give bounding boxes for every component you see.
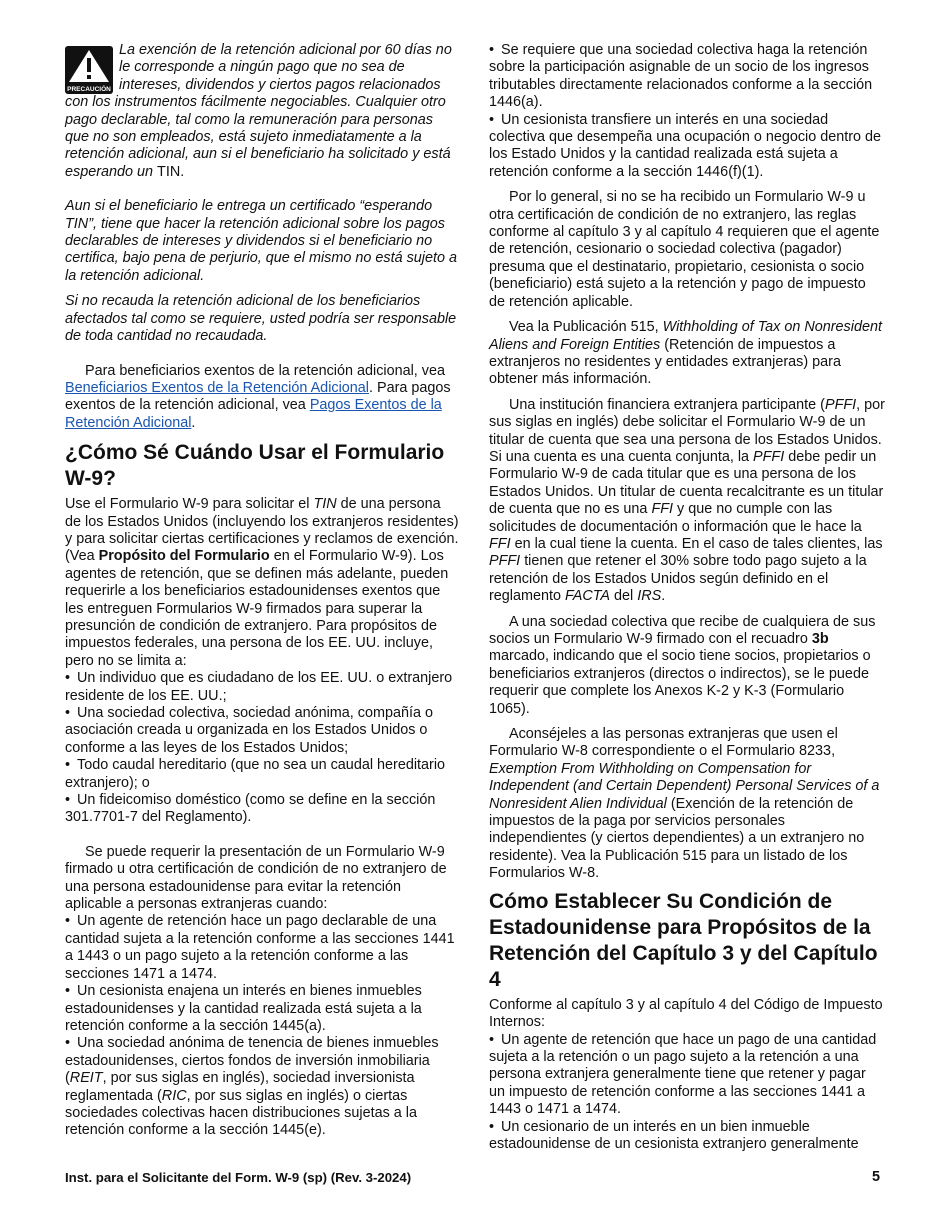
caution-paragraph-1: La exención de la retención adicional por 60 días no le corresponde a ningún pago que no sea de intereses, dividendos y ciertos pagos relacionados con los instrumentos fácilmente negociables. Cualquier otro pago declarable, tal como la remuneración para personas que no son empleados, está sujeto inmediatamente a la retención adicional, aun si el beneficiario ha solicitado y está esperando un TIN. (65, 42, 452, 180)
list-item: • Un agente de retención hace un pago declarable de una cantidad sujeta a la retención conforme a las secciones 1441 a 1443 o un pago sujeto a la retención conforme a las secciones 1471 a 1474. (65, 913, 460, 983)
chapter-paragraph: Conforme al capítulo 3 y al capítulo 4 del Código de Impuesto Internos: (489, 996, 883, 1031)
list-item: • Un agente de retención que hace un pago de una cantidad sujeta a la retención o un pago sujeto a la retención a una persona extranjera generalmente tiene que retener y pagar un impuesto de retención conforme a las secciones 1441 a 1443 o 1471 a 1474. (489, 1032, 885, 1119)
heading-when-to-use: ¿Cómo Sé Cuándo Usar el Formulario W-9? (65, 441, 445, 491)
partnership-paragraph: A una sociedad colectiva que recibe de cualquiera de sus socios un Formulario W-9 firmado con el recuadro 3b marcado, indicando que el socio tiene socios, propietarios o beneficiarios extranjeros (directos o indirectos), se le puede requerir que complete los Anexos K-2 y K-3 (Formulario 1065). (489, 613, 876, 717)
left-column (65, 42, 460, 1140)
require-paragraph: Se puede requerir la presentación de un Formulario W-9 firmado u otra certificación de condición de no extranjero de una persona estadounidense para evitar la retención aplicable a personas extranjeras cuando: (65, 843, 447, 913)
list-item: • Un cesionario de un interés en un bien inmueble estadounidense de un cesionista extranjero generalmente (489, 1119, 885, 1154)
caution-warning-icon (65, 46, 113, 94)
heading-establish-status: Cómo Establecer Su Condición de Estadounidense para Propósitos de la Retención del Capítulo 3 y del Capítulo 4 (489, 889, 878, 991)
caution-label: PRECAUCIÓN (67, 86, 111, 93)
use-paragraph: Use el Formulario W-9 para solicitar el TIN de una persona de los Estados Unidos (incluyendo los extranjeros residentes) y para solicitar ciertas certificaciones y reclamos de exención. (Vea Propósito del Formulario en el Formulario W-9). Los agentes de retención, que se definen más adelante, pueden requerirle a los beneficiarios estadounidenses exentos que les entreguen Formularios W-9 firmados para superar la presunción de condición de extranjero. Para propósitos de impuestos federales, una persona de los EE. UU. incluye, pero no se limita a: (65, 496, 459, 669)
footer-form-title: Inst. para el Solicitante del Form. W-9 (sp) (Rev. 3-2024) (65, 1170, 412, 1185)
list-item: • Una sociedad anónima de tenencia de bienes inmuebles estadounidenses, ciertos fondos de inversión inmobiliaria (REIT, por sus siglas en inglés), sociedad inversionista reglamentada (RIC, por sus siglas en inglés) o ciertas sociedades colectivas hacen distribuciones sujetas a la retención conforme a la sección 1445(e). (65, 1035, 460, 1139)
pub515-paragraph: Vea la Publicación 515, Withholding of Tax on Nonresident Aliens and Foreign Entities (Retención de impuestos a extranjeros no residentes y entidades extranjeras) para obtener más información. (489, 319, 882, 388)
exempt-payees-link[interactable]: Beneficiarios Exentos de la Retención Adicional (65, 379, 369, 396)
list-item: • Se requiere que una sociedad colectiva haga la retención sobre la participación asignable de un socio de los ingresos tributables directamente relacionados conforme a la sección 1446(a). (489, 42, 885, 112)
exempt-paragraph: Para beneficiarios exentos de la retención adicional, vea Beneficiarios Exentos de la Retención Adicional. Para pagos exentos de la retención adicional, vea Pagos Exentos de la Retención Adicional. (65, 362, 451, 431)
right-column (489, 42, 885, 1153)
list-item: • Todo caudal hereditario (que no sea un caudal hereditario extranjero); o (65, 757, 460, 792)
list-item: • Un cesionista enajena un interés en bienes inmuebles estadounidenses y la cantidad realizada está sujeta a la retención conforme a la sección 1445(a). (65, 983, 460, 1035)
list-item: • Una sociedad colectiva, sociedad anónima, compañía o asociación creada u organizada en los Estados Unidos o conforme a las leyes de los Estados Unidos; (65, 705, 460, 757)
exempt-payments-link[interactable]: Pagos Exentos de la Retención Adicional (65, 397, 442, 431)
page-number: 5 (872, 1169, 881, 1185)
advise-paragraph: Aconséjeles a las personas extranjeras que usen el Formulario W-8 correspondiente o el Formulario 8233, Exemption From Withholding on Compensation for Independent (and Certain Dependent) Personal Services of a Nonresident Alien Individual (Exención de la retención de impuestos de la paga por servicios personales independientes (y ciertos dependientes) a un extranjero no residente). Vea la Publicación 515 para un listado de los Formularios W-8. (489, 726, 880, 882)
caution-box (65, 42, 460, 346)
tin-abbr: TIN. (157, 163, 185, 180)
caution-paragraph-2: Aun si el beneficiario le entrega un certificado “esperando TIN”, tiene que hacer la retención adicional sobre los pagos declarables de intereses y dividendos si el beneficiario no certifica, bajo pena de perjurio, que el mismo no está sujeto a la retención adicional. (65, 198, 457, 284)
list-item: • Un individuo que es ciudadano de los EE. UU. o extranjero residente de los EE. UU.; (65, 670, 460, 705)
list-item: • Un fideicomiso doméstico (como se define en la sección 301.7701-7 del Reglamento). (65, 792, 460, 827)
caution-paragraph-3: Si no recauda la retención adicional de los beneficiarios afectados tal como se requiere, usted podría ser responsable de toda cantidad no recaudada. (65, 293, 457, 345)
list-item: • Un cesionista transfiere un interés en una sociedad colectiva que desempeña una ocupación o negocio dentro de los Estado Unidos y la cantidad realizada está sujeta a retención conforme a la sección 1446(f)(1). (489, 112, 885, 182)
ffi-paragraph: Una institución financiera extranjera participante (PFFI, por sus siglas en inglés) debe solicitar el Formulario W-9 de un titular de cuenta que sea una persona de los Estados Unidos. Si una cuenta es una cuenta conjunta, la PFFI debe pedir un Formulario W-9 de cada titular que es una persona de los Estados Unidos. Un titular de cuenta recalcitrante es un titular de cuenta que no es una FFI y que no cumple con las solicitudes de documentación o información que le hace la FFI en la cual tiene la cuenta. En el caso de tales clientes, las PFFI tienen que retener el 30% sobre todo pago sujeto a la retención de los Estados Unidos según definido en el reglamento FACTA del IRS. (489, 396, 885, 605)
general-paragraph: Por lo general, si no se ha recibido un Formulario W-9 u otra certificación de condición de no extranjero, las reglas conforme al capítulo 3 y al capítulo 4 requieren que el agente de retención, cesionario o sociedad colectiva (pagador) presuma que el destinatario, propietario, cesionista o socio (beneficiario) está sujeto a la retención y pago de impuesto de retención aplicable. (489, 189, 880, 310)
tin-abbr: TIN (65, 215, 89, 232)
